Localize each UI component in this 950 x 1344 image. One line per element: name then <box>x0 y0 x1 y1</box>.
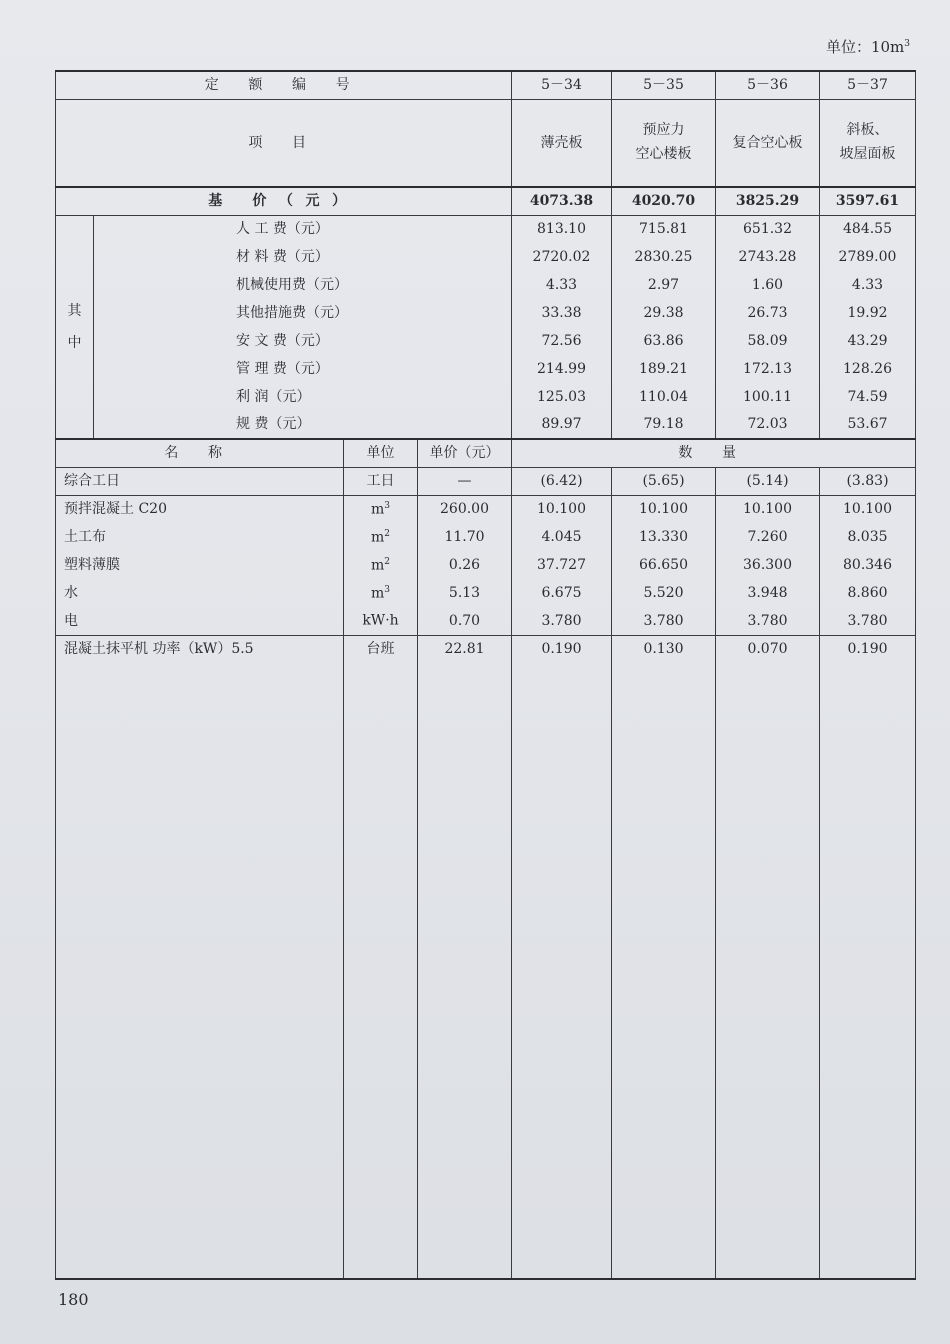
machine-row <box>56 635 916 663</box>
value-cell: 3.948 <box>716 579 820 607</box>
base-price-value: 4073.38 <box>512 187 612 215</box>
material-row <box>56 523 916 551</box>
value-cell: 125.03 <box>512 383 612 411</box>
value-cell: 813.10 <box>512 215 612 243</box>
value-cell: 0.190 <box>820 635 916 663</box>
material-row <box>56 607 916 635</box>
value-cell: 13.330 <box>612 523 716 551</box>
value-cell: 2830.25 <box>612 243 716 271</box>
filler-row <box>56 663 916 1279</box>
empty-cell <box>56 663 344 1279</box>
material-unit: $m^3$ <box>344 495 418 523</box>
value-cell: 63.86 <box>612 327 716 355</box>
value-cell: 36.300 <box>716 551 820 579</box>
sub-cost-label: 机械使用费（元） <box>94 271 512 299</box>
base-price-value: 3825.29 <box>716 187 820 215</box>
value-cell: 10.100 <box>612 495 716 523</box>
labor-unit: 工日 <box>344 467 418 495</box>
sub-cost-label: 规 费（元） <box>94 411 512 439</box>
base-price-label: 基 价（元） <box>56 187 512 215</box>
value-cell: 2.97 <box>612 271 716 299</box>
sub-cost-label: 其他措施费（元） <box>94 299 512 327</box>
sub-cost-label: 材 料 费（元） <box>94 243 512 271</box>
value-cell: 33.38 <box>512 299 612 327</box>
value-cell: 8.035 <box>820 523 916 551</box>
value-cell: 6.675 <box>512 579 612 607</box>
value-cell: 72.03 <box>716 411 820 439</box>
machine-unit: 台班 <box>344 635 418 663</box>
sub-cost-label: 安 文 费（元） <box>94 327 512 355</box>
value-cell: 3.780 <box>820 607 916 635</box>
value-cell: 29.38 <box>612 299 716 327</box>
value-cell: 79.18 <box>612 411 716 439</box>
value-cell: 89.97 <box>512 411 612 439</box>
page-number: 180 <box>58 1290 89 1309</box>
labor-name: 综合工日 <box>56 467 344 495</box>
sub-cost-row <box>56 299 916 327</box>
machine-price: 22.81 <box>418 635 512 663</box>
value-cell: 53.67 <box>820 411 916 439</box>
col-name: 名 称 <box>56 439 344 467</box>
value-cell: 7.260 <box>716 523 820 551</box>
value-cell: 4.045 <box>512 523 612 551</box>
item-label: 项 目 <box>56 99 512 187</box>
quota-number-label: 定 额 编 号 <box>56 71 512 99</box>
sub-cost-row <box>56 355 916 383</box>
value-cell: 651.32 <box>716 215 820 243</box>
column-header-row <box>56 439 916 467</box>
material-price: 0.70 <box>418 607 512 635</box>
material-price: 260.00 <box>418 495 512 523</box>
value-cell: (5.65) <box>612 467 716 495</box>
item-cell: 薄壳板 <box>512 99 612 187</box>
code-cell: 5－34 <box>512 71 612 99</box>
value-cell: 172.13 <box>716 355 820 383</box>
material-unit: $m^2$ <box>344 551 418 579</box>
value-cell: 74.59 <box>820 383 916 411</box>
material-unit: $m^2$ <box>344 523 418 551</box>
sub-cost-row <box>56 215 916 243</box>
sub-cost-row <box>56 243 916 271</box>
empty-cell <box>716 663 820 1279</box>
sub-cost-label: 利 润（元） <box>94 383 512 411</box>
value-cell: 3.780 <box>512 607 612 635</box>
sub-cost-row <box>56 327 916 355</box>
empty-cell <box>512 663 612 1279</box>
value-cell: (3.83) <box>820 467 916 495</box>
value-cell: 1.60 <box>716 271 820 299</box>
value-cell: 19.92 <box>820 299 916 327</box>
value-cell: 43.29 <box>820 327 916 355</box>
value-cell: 10.100 <box>716 495 820 523</box>
sub-cost-label: 管 理 费（元） <box>94 355 512 383</box>
material-name: 塑料薄膜 <box>56 551 344 579</box>
value-cell: 26.73 <box>716 299 820 327</box>
value-cell: 484.55 <box>820 215 916 243</box>
material-name: 土工布 <box>56 523 344 551</box>
material-price: 0.26 <box>418 551 512 579</box>
value-cell: 128.26 <box>820 355 916 383</box>
value-cell: 0.130 <box>612 635 716 663</box>
item-cell: 复合空心板 <box>716 99 820 187</box>
code-cell: 5－35 <box>612 71 716 99</box>
labor-row <box>56 467 916 495</box>
material-name: 电 <box>56 607 344 635</box>
value-cell: 2789.00 <box>820 243 916 271</box>
value-cell: 10.100 <box>512 495 612 523</box>
sub-cost-label: 人 工 费（元） <box>94 215 512 243</box>
machine-name: 混凝土抹平机 功率（kW）5.5 <box>56 635 344 663</box>
item-cell: 斜板、 坡屋面板 <box>820 99 916 187</box>
value-cell: 37.727 <box>512 551 612 579</box>
unit-note: 单位：$10m^3$ <box>825 38 910 56</box>
sub-cost-row <box>56 271 916 299</box>
material-price: 5.13 <box>418 579 512 607</box>
empty-cell <box>344 663 418 1279</box>
value-cell: 214.99 <box>512 355 612 383</box>
base-price-value: 4020.70 <box>612 187 716 215</box>
empty-cell <box>418 663 512 1279</box>
labor-price: — <box>418 467 512 495</box>
value-cell: 715.81 <box>612 215 716 243</box>
sub-cost-row <box>56 383 916 411</box>
value-cell: 2720.02 <box>512 243 612 271</box>
empty-cell <box>612 663 716 1279</box>
material-unit: $m^3$ <box>344 579 418 607</box>
col-unit: 单位 <box>344 439 418 467</box>
col-quantity: 数 量 <box>512 439 916 467</box>
sub-cost-row <box>56 411 916 439</box>
value-cell: 10.100 <box>820 495 916 523</box>
value-cell: 4.33 <box>820 271 916 299</box>
material-unit: kW·h <box>344 607 418 635</box>
material-row <box>56 495 916 523</box>
value-cell: 3.780 <box>612 607 716 635</box>
value-cell: 2743.28 <box>716 243 820 271</box>
item-cell: 预应力 空心楼板 <box>612 99 716 187</box>
value-cell: 189.21 <box>612 355 716 383</box>
material-row <box>56 579 916 607</box>
qizhong-label: 其 中 <box>56 215 94 439</box>
empty-cell <box>820 663 916 1279</box>
quota-table <box>55 70 916 1280</box>
value-cell: 66.650 <box>612 551 716 579</box>
value-cell: 100.11 <box>716 383 820 411</box>
value-cell: 80.346 <box>820 551 916 579</box>
value-cell: 0.070 <box>716 635 820 663</box>
base-price-value: 3597.61 <box>820 187 916 215</box>
value-cell: (5.14) <box>716 467 820 495</box>
value-cell: (6.42) <box>512 467 612 495</box>
value-cell: 110.04 <box>612 383 716 411</box>
material-price: 11.70 <box>418 523 512 551</box>
value-cell: 72.56 <box>512 327 612 355</box>
material-name: 预拌混凝土 C20 <box>56 495 344 523</box>
value-cell: 4.33 <box>512 271 612 299</box>
value-cell: 5.520 <box>612 579 716 607</box>
value-cell: 3.780 <box>716 607 820 635</box>
material-name: 水 <box>56 579 344 607</box>
code-cell: 5－37 <box>820 71 916 99</box>
material-row <box>56 551 916 579</box>
value-cell: 0.190 <box>512 635 612 663</box>
code-cell: 5－36 <box>716 71 820 99</box>
value-cell: 58.09 <box>716 327 820 355</box>
value-cell: 8.860 <box>820 579 916 607</box>
col-unit-price: 单价（元） <box>418 439 512 467</box>
